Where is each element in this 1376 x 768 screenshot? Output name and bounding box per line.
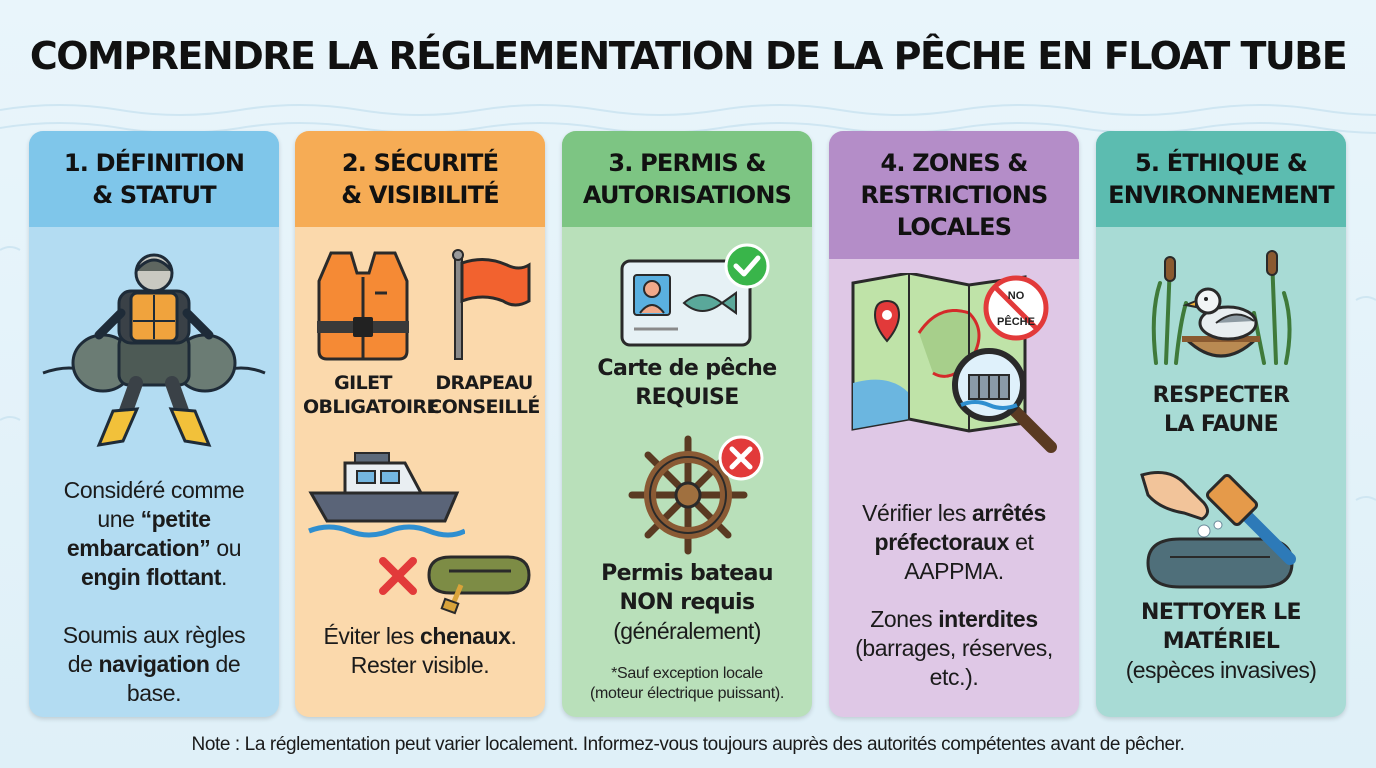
no-fishing-sign-icon [981,273,1051,343]
zones-interdites-text: Zones interdites (barrages, réserves, etc.). [855,606,1053,690]
float-tube-angler-icon [41,243,267,453]
panel-header: 2. SÉCURITÉ & VISIBILITÉ [295,131,545,227]
panel-definition [29,131,279,717]
panel-ethique [1096,131,1346,717]
check-icon [722,241,772,291]
card-required-label: Carte de pêche REQUISE [597,356,777,410]
permis-label: Permis bateau NON requis (généralement) [601,561,773,644]
panel-header: 3. PERMIS & AUTORISATIONS [562,131,812,227]
chenaux-text: Éviter les chenaux. Rester visible. [323,623,517,678]
faune-label: RESPECTER LA FAUNE [1152,383,1290,437]
definition-text: Considéré comme une “petite embarcation” ou engin flottant. [63,477,245,590]
exception-note: *Sauf exception locale (moteur électrique puissant). [589,665,785,702]
panel-header: 1. DÉFINITION & STATUT [29,131,279,227]
magnifier-dam-icon [945,341,1065,461]
life-vest-icon [313,247,413,363]
panel-header: 4. ZONES & RESTRICTIONS LOCALES [829,131,1079,259]
float-tube-icon [421,545,533,615]
panel-securite [295,131,545,717]
cleaning-brush-icon [1140,465,1304,595]
cross-icon [377,555,419,597]
orange-flag-icon [445,249,535,361]
boat-icon [305,445,465,545]
nettoyer-label: NETTOYER LE MATÉRIEL (espèces invasives) [1125,600,1317,683]
panel-permis [562,131,812,717]
arretes-text: Vérifier les arrêtés préfectoraux et AAPPMA. [862,500,1046,584]
page-title: COMPRENDRE LA RÉGLEMENTATION DE LA PÊCHE EN FLOAT TUBE [29,34,1347,78]
svg-text:PÊCHE: PÊCHE [997,316,1035,328]
gilet-label: GILET OBLIGATOIRE [303,372,439,418]
svg-text:NO: NO [1007,290,1025,302]
panel-zones [829,131,1079,717]
footer-note: Note : La réglementation peut varier localement. Informez-vous toujours auprès des autorités compétentes avant de pêcher. [191,734,1185,755]
drapeau-label: DRAPEAU CONSEILLÉ [428,372,540,418]
navigation-rules-text: Soumis aux règles de navigation de base. [62,622,246,706]
panel-header: 5. ÉTHIQUE & ENVIRONNEMENT [1096,131,1346,227]
bird-nest-icon [1146,243,1296,373]
cross-icon [716,433,766,483]
